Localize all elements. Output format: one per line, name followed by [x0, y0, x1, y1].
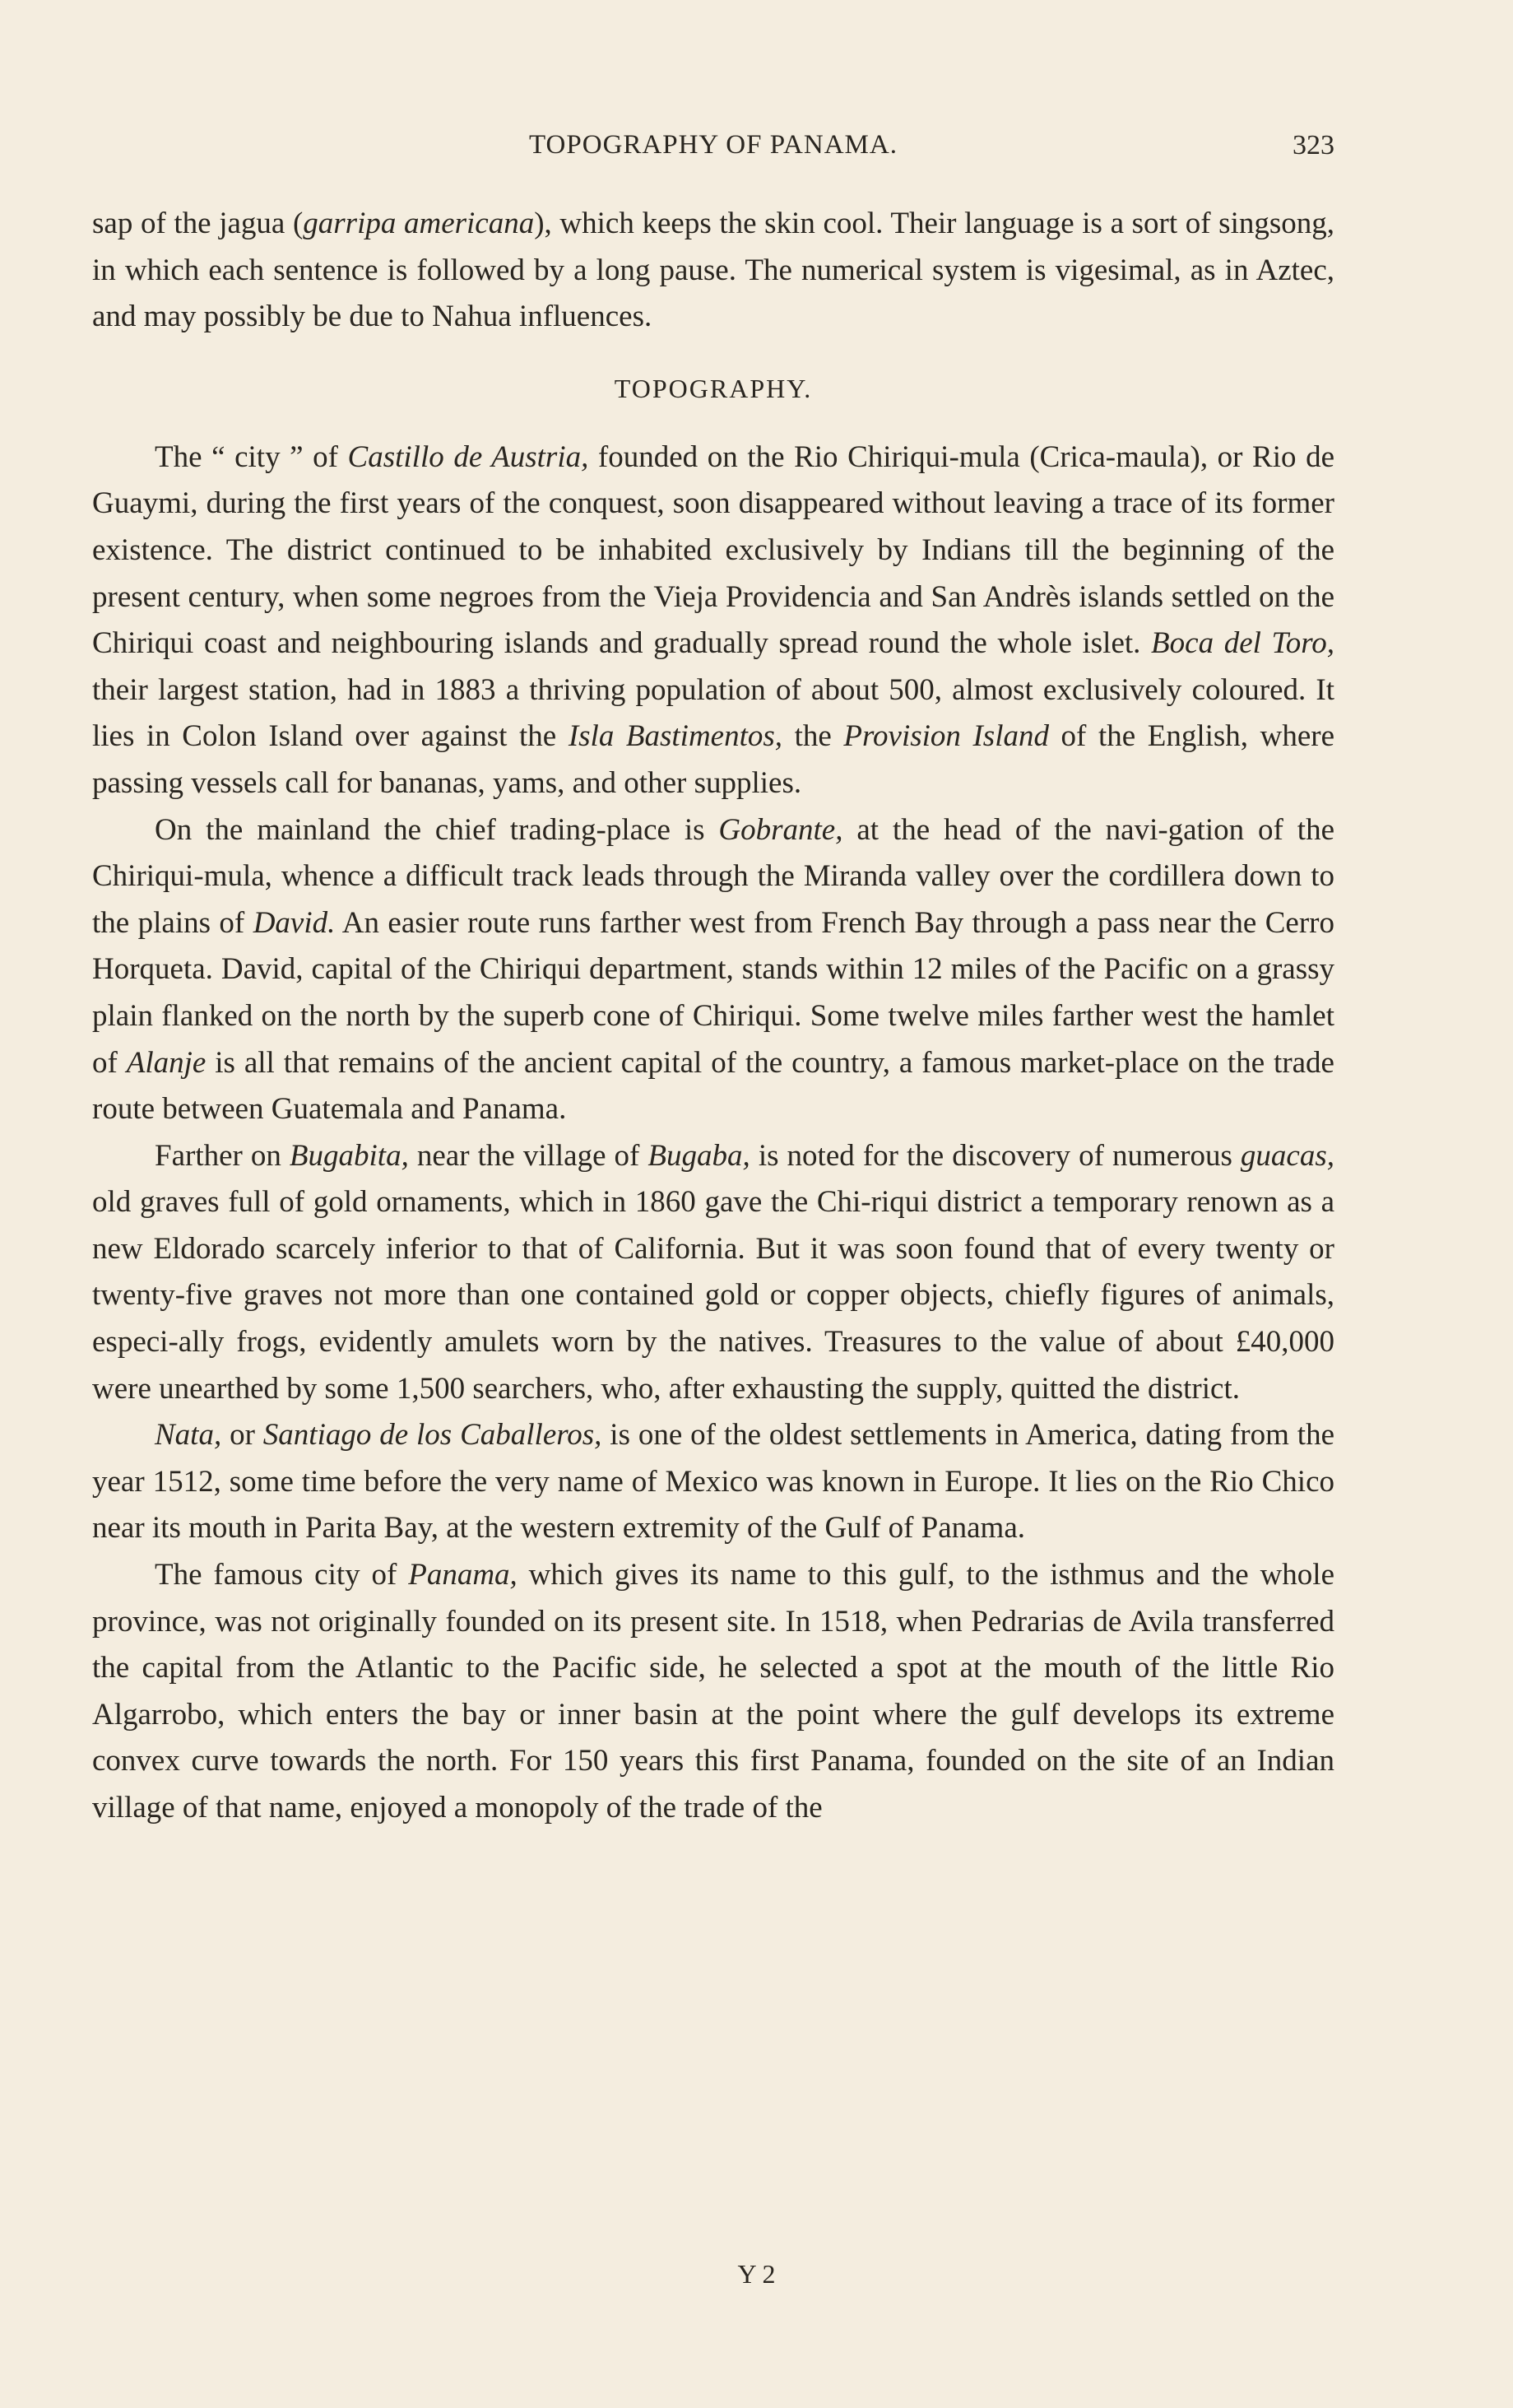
- italic-run: Gobrante,: [718, 812, 843, 847]
- paragraph-bugabita: [92, 1133, 1334, 1413]
- italic-run: Nata,: [155, 1418, 222, 1453]
- text-run: The “ city ” of: [155, 439, 348, 474]
- page-number: 323: [1293, 130, 1334, 160]
- text-run: ), which keeps the skin cool. Their language is a sort of singsong, in which each sentence is followed by a long pause. The numerical system is vigesimal, as in Aztec, and may possibly be due to Nahua influences.: [92, 207, 1335, 334]
- italic-run: David.: [253, 905, 336, 940]
- italic-run: Panama,: [408, 1558, 517, 1592]
- paragraph-panama: [92, 1552, 1334, 1832]
- body-text: [92, 201, 1334, 1832]
- text-run: founded on the Rio Chiriqui-mula (Crica-maula), or Rio de Guaymi, during the first years of the conquest, soon disappeared without leaving a trace of its former existence. The district continued to be inhabited exclusively by Indians till the beginning of the present century, when some negroes from the Vieja Providencia and San Andrès islands settled on the Chiriqui coast and neighbouring islands and gradually spread round the whole islet.: [92, 439, 1335, 661]
- italic-run: Bugabita,: [289, 1138, 409, 1173]
- italic-run: Boca del Toro,: [1151, 626, 1334, 661]
- paragraph-jagua: [92, 201, 1334, 341]
- text-run: The famous city of: [155, 1558, 409, 1592]
- text-run: is all that remains of the ancient capital of the country, a famous market-place on the trade route between Guatemala and Panama.: [92, 1045, 1334, 1127]
- text-run: near the village of: [408, 1138, 648, 1173]
- paragraph-mainland: [92, 807, 1334, 1133]
- italic-run: Santiago de los Caballeros,: [262, 1418, 602, 1453]
- italic-run: Isla Bastimentos,: [568, 719, 783, 754]
- text-run: On the mainland the chief trading-place is: [155, 812, 719, 847]
- text-run: old graves full of gold ornaments, which in 1860 gave the Chi-riqui district a temporary renown as a new Eldorado scarcely inferior to that of California. But it was soon found that of every twenty or twenty-five graves not more than one contained gold or copper objects, chiefly figures of animals, especi-ally frogs, evidently amulets worn by the natives. Treasures to the value of about £40,000 were unearthed by some 1,500 searchers, who, after exhausting the supply, quitted the district.: [92, 1185, 1334, 1406]
- text-run: sap of the jagua (: [92, 207, 304, 240]
- text-run: their largest station, had in 1883 a thriving population of about 500, almost exclusively coloured. It lies in Colon Island over against the: [92, 672, 1334, 754]
- text-run: An easier route runs farther west from French Bay through a pass near the Cerro Horqueta. David, capital of the Chiriqui department, stands within 12 miles of the Pacific on a grassy plain flanked on the north by the superb cone of Chiriqui. Some twelve miles farther west the hamlet of: [92, 905, 1334, 1080]
- paragraph-castillo: [92, 435, 1334, 807]
- italic-run: guacas,: [1240, 1138, 1334, 1173]
- running-title: TOPOGRAPHY OF PANAMA.: [529, 130, 898, 160]
- text-run: or: [221, 1418, 263, 1453]
- italic-run: Alanje: [126, 1045, 207, 1080]
- text-run: at the head of the navi-gation of the Chiriqui-mula, whence a difficult track leads through the Miranda valley over the cordillera down to the plains of: [92, 812, 1334, 940]
- text-run: is noted for the discovery of numerous: [750, 1138, 1241, 1173]
- text-run: is one of the oldest settlements in America, dating from the year 1512, some time before the very name of Mexico was known in Europe. It lies on the Rio Chico near its mouth in Parita Bay, at the western extremity of the Gulf of Panama.: [92, 1418, 1334, 1546]
- italic-run: garripa americana: [303, 207, 535, 240]
- signature-mark: Y 2: [737, 2259, 776, 2289]
- italic-run: Provision Island: [843, 719, 1049, 754]
- text-run: Farther on: [155, 1138, 290, 1173]
- text-run: of the English, where passing vessels call for bananas, yams, and other supplies.: [92, 719, 1334, 800]
- text-run: the: [782, 719, 844, 754]
- paragraph-nata: [92, 1412, 1334, 1552]
- italic-run: Castillo de Austria,: [347, 439, 589, 474]
- running-head: [92, 130, 1334, 171]
- italic-run: Bugaba,: [647, 1138, 750, 1173]
- text-run: which gives its name to this gulf, to the isthmus and the whole province, was not originally founded on its present site. In 1518, when Pedrarias de Avila transferred the capital from the Atlantic to the Pacific side, he selected a spot at the mouth of the little Rio Algarrobo, which enters the bay or inner basin at the point where the gulf develops its extreme convex curve towards the north. For 150 years this first Panama, founded on the site of an Indian village of that name, enjoyed a monopoly of the trade of the: [92, 1558, 1334, 1825]
- section-heading: TOPOGRAPHY.: [614, 373, 813, 403]
